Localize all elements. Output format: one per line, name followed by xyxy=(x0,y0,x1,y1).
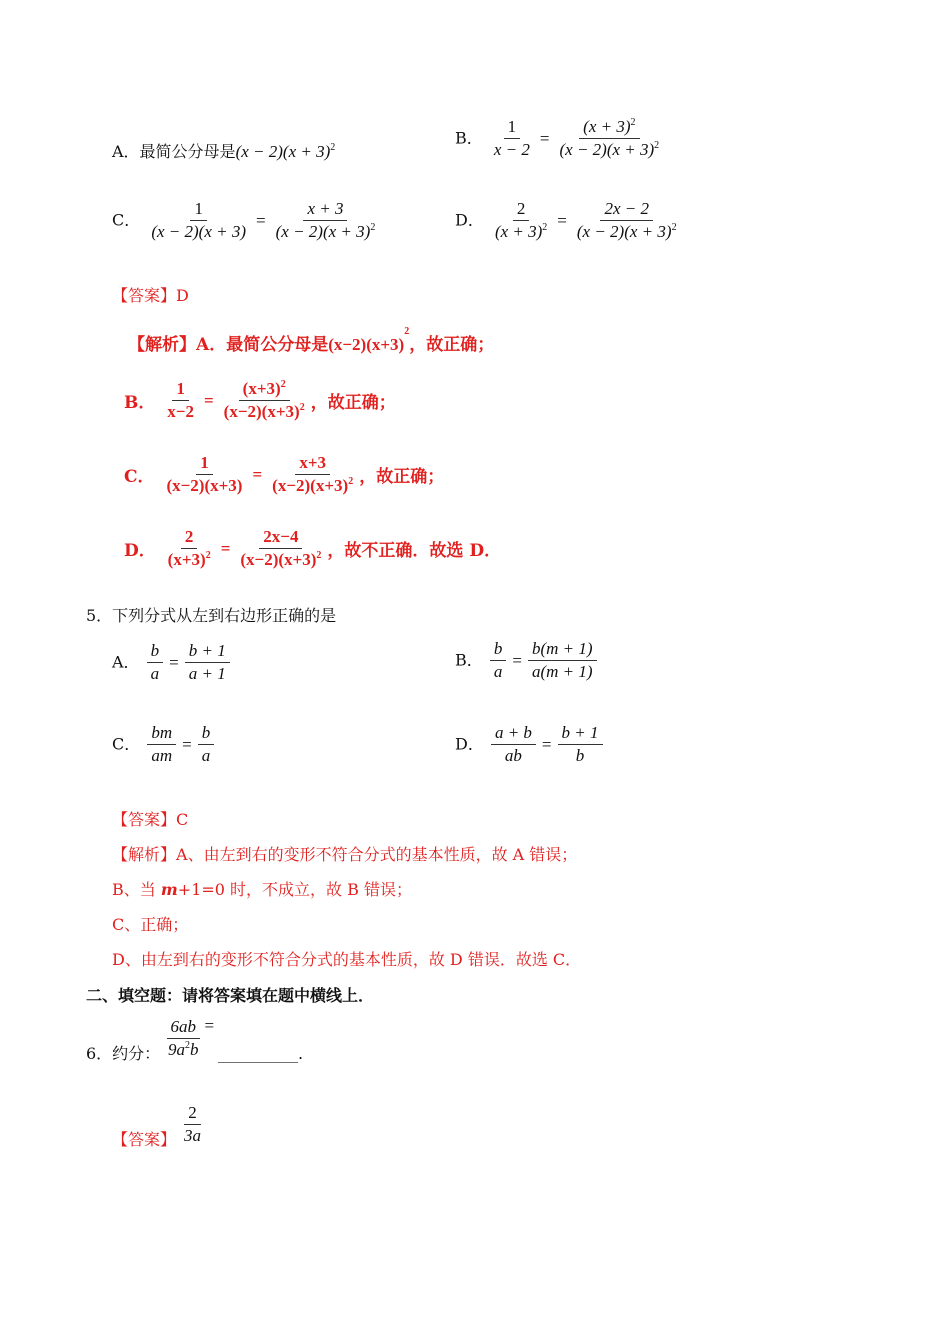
q5-analysis-4: D、由左到右的变形不符合分式的基本性质，故 D 错误．故选 C． xyxy=(112,950,582,969)
q5-option-a-rhs: $\frac{b + 1}{a + 1}$ xyxy=(185,640,230,685)
q4-analysis-d-rhs: $\frac{2x-4}{(x-2)(x+3)^2}$ xyxy=(240,527,322,569)
q5-answer: 【答案】C xyxy=(112,810,189,829)
q5-option-c: C． $\frac{bm}{am}$ = $\frac{b}{a}$ xyxy=(112,722,216,767)
q6-stem: 6．约分： xyxy=(86,1044,161,1063)
q4-option-a: A．最简公分母是$(x - 2)(x + 3)^2$ xyxy=(112,142,336,161)
q6-answer-label: 【答案】 xyxy=(112,1130,177,1149)
q5-analysis-3: C、正确； xyxy=(112,915,189,934)
q4-analysis-c: C． $\frac{1}{(x-2)(x+3)}$ = $\frac{x+3}{(x-2)(x+3)^2}$ ，故正确； xyxy=(124,453,445,495)
q4-analysis-a: 【解析】A．最简公分母是$(x-2)(x+3)^2$，故正确； xyxy=(128,326,495,355)
q4-analysis-b-rhs: $\frac{(x+3)^2}{(x-2)(x+3)^2}$ xyxy=(223,379,305,421)
q5-option-b-rhs: $\frac{b(m + 1)}{a(m + 1)}$ xyxy=(528,638,597,683)
q4-analysis-b: B． $\frac{1}{x-2}$ = $\frac{(x+3)^2}{(x-2)(x+3)^2}$ ，故正确； xyxy=(124,379,396,421)
q4-option-d-lhs: $\frac{2}{(x + 3)^2}$ xyxy=(494,199,548,241)
section-2-title: 二、填空题：请将答案填在题中横线上． xyxy=(86,986,375,1005)
q5-option-c-rhs: $\frac{b}{a}$ xyxy=(198,722,215,767)
q6-blank[interactable]: __________. xyxy=(218,1044,304,1063)
q6-fraction: $\frac{6ab}{9a^2b}$ = xyxy=(168,1016,215,1059)
q5-option-a-lhs: $\frac{b}{a}$ xyxy=(147,640,164,685)
q4-analysis-c-rhs: $\frac{x+3}{(x-2)(x+3)^2}$ xyxy=(272,453,354,495)
q5-option-d-rhs: $\frac{b + 1}{b}$ xyxy=(558,722,603,767)
q4-option-c-lhs: $\frac{1}{(x - 2)(x + 3)}$ xyxy=(151,199,247,241)
q4-analysis-d: D． $\frac{2}{(x+3)^2}$ = $\frac{2x-4}{(x-2)(x+3)^2}$ ，故不正确．故选 D． xyxy=(124,527,502,569)
q5-option-d-lhs: $\frac{a + b}{ab}$ xyxy=(491,722,536,767)
q5-option-a: A． $\frac{b}{a}$ = $\frac{b + 1}{a + 1}$ xyxy=(112,640,232,685)
q5-option-b: B． $\frac{b}{a}$ = $\frac{b(m + 1)}{a(m + 1)}$ xyxy=(455,638,599,683)
q4-option-d: D． $\frac{2}{(x + 3)^2}$ = $\frac{2x - 2}{(x - 2)(x + 3)^2}$ xyxy=(455,198,683,243)
q4-analysis-c-lhs: $\frac{1}{(x-2)(x+3)}$ xyxy=(166,453,243,495)
q6-answer-fraction: $\frac{2}{3a}$ xyxy=(184,1103,201,1145)
q4-option-a-expr: $(x - 2)(x + 3)^2$ xyxy=(235,142,336,161)
q4-option-b: B． $\frac{1}{x - 2}$ = $\frac{(x + 3)^2}{(x - 2)(x + 3)^2}$ xyxy=(455,116,665,161)
q5-analysis-2: B、当 m+1=0 时，不成立，故 B 错误； xyxy=(112,880,412,899)
q4-analysis-b-lhs: $\frac{1}{x-2}$ xyxy=(167,379,194,421)
q4-option-d-rhs: $\frac{2x - 2}{(x - 2)(x + 3)^2}$ xyxy=(576,199,677,241)
q5-option-c-lhs: $\frac{bm}{am}$ xyxy=(147,722,176,767)
q5-stem: 5．下列分式从左到右边形正确的是 xyxy=(86,606,337,625)
q4-analysis-a-expr: $(x-2)(x+3)^2$ xyxy=(328,326,410,354)
q5-option-d: D． $\frac{a + b}{ab}$ = $\frac{b + 1}{b}$ xyxy=(455,722,605,767)
q4-analysis-d-lhs: $\frac{2}{(x+3)^2}$ xyxy=(167,527,211,569)
q4-option-c-rhs: $\frac{x + 3}{(x - 2)(x + 3)^2}$ xyxy=(275,199,376,241)
q4-option-c: C． $\frac{1}{(x - 2)(x + 3)}$ = $\frac{x + 3}{(x - 2)(x + 3)^2}$ xyxy=(112,198,381,243)
q4-option-b-lhs: $\frac{1}{x - 2}$ xyxy=(493,117,530,159)
q5-analysis-1: 【解析】A、由左到右的变形不符合分式的基本性质，故 A 错误； xyxy=(112,845,578,864)
q5-option-b-lhs: $\frac{b}{a}$ xyxy=(490,638,507,683)
q4-option-b-rhs: $\frac{(x + 3)^2}{(x - 2)(x + 3)^2}$ xyxy=(559,117,660,159)
q4-answer: 【答案】D xyxy=(112,286,189,305)
